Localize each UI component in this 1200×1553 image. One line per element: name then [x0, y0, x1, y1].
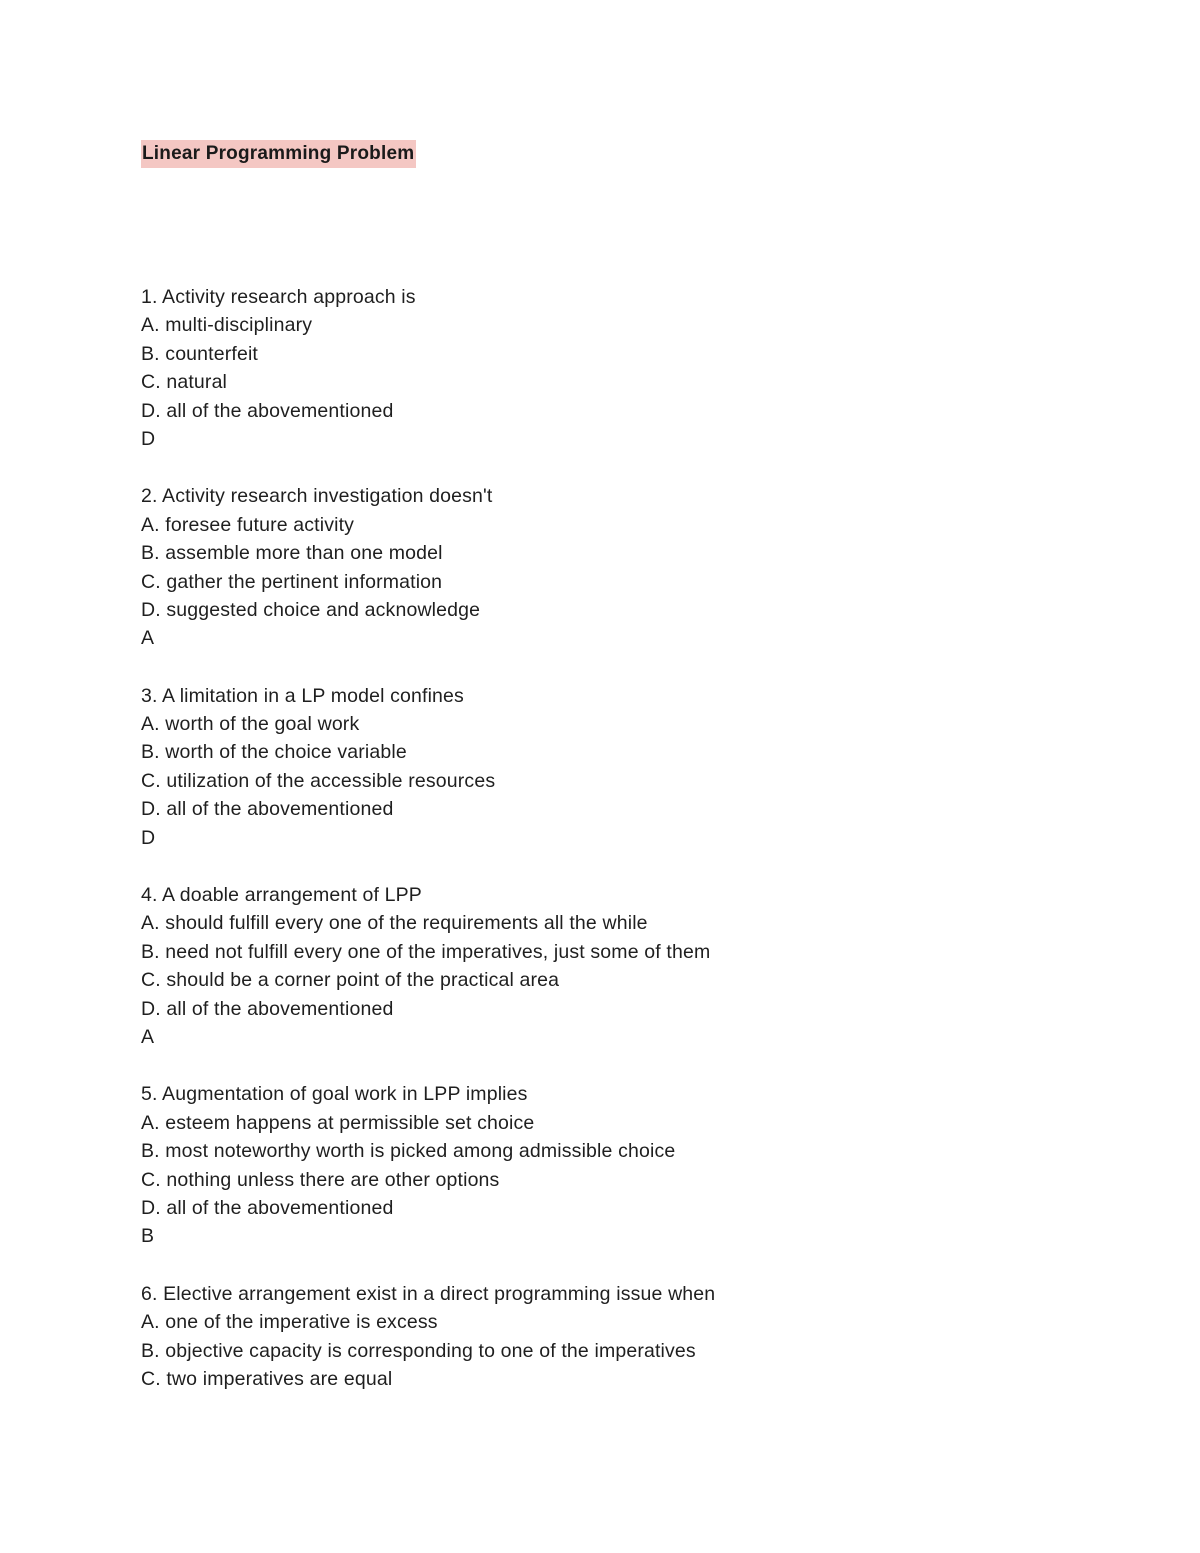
option-a: A. esteem happens at permissible set choice — [141, 1111, 535, 1134]
answer-key: B — [141, 1225, 155, 1248]
question-prompt: 4. A doable arrangement of LPP — [141, 884, 422, 907]
option-b: B. assemble more than one model — [141, 542, 443, 565]
option-d: D. all of the abovementioned — [141, 1196, 394, 1219]
answer-key: A — [141, 627, 155, 650]
option-b: B. most noteworthy worth is picked among admissible choice — [141, 1140, 676, 1163]
question-5 — [141, 1080, 1041, 1250]
question-prompt: 1. Activity research approach is — [141, 286, 416, 308]
option-c: C. gather the pertinent information — [141, 570, 443, 593]
option-d: D. all of the abovementioned — [141, 399, 394, 422]
question-prompt: 2. Activity research investigation doesn't — [141, 485, 493, 508]
option-d: D. all of the abovementioned — [141, 997, 394, 1020]
answer-key: A — [141, 1025, 155, 1048]
option-c: C. should be a corner point of the practical area — [141, 969, 560, 992]
option-c: C. two imperatives are equal — [141, 1367, 393, 1390]
question-6 — [141, 1280, 1041, 1394]
option-d: D. all of the abovementioned — [141, 798, 394, 821]
option-c: C. utilization of the accessible resources — [141, 769, 496, 792]
option-b: B. objective capacity is corresponding to one of the imperatives — [141, 1339, 696, 1362]
question-list — [141, 283, 1041, 1422]
option-d: D. suggested choice and acknowledge — [141, 598, 481, 621]
option-c: C. nothing unless there are other options — [141, 1168, 500, 1191]
question-prompt: 5. Augmentation of goal work in LPP implies — [141, 1083, 528, 1106]
option-b: B. need not fulfill every one of the imperatives, just some of them — [141, 940, 711, 963]
question-3 — [141, 682, 1041, 852]
option-a: A. foresee future activity — [141, 513, 355, 536]
option-a: A. should fulfill every one of the requirements all the while — [141, 912, 648, 935]
option-b: B. counterfeit — [141, 342, 258, 365]
question-2 — [141, 482, 1041, 652]
option-a: A. multi-disciplinary — [141, 314, 313, 337]
answer-key: D — [141, 826, 156, 849]
option-a: A. worth of the goal work — [141, 713, 360, 736]
question-prompt: 3. A limitation in a LP model confines — [141, 684, 464, 707]
option-b: B. worth of the choice variable — [141, 741, 407, 764]
question-4 — [141, 881, 1041, 1051]
option-a: A. one of the imperative is excess — [141, 1311, 438, 1334]
question-1 — [141, 283, 1041, 453]
option-c: C. natural — [141, 371, 228, 394]
answer-key: D — [141, 427, 156, 450]
question-prompt: 6. Elective arrangement exist in a direct programming issue when — [141, 1282, 716, 1305]
document-title: Linear Programming Problem — [141, 140, 416, 168]
